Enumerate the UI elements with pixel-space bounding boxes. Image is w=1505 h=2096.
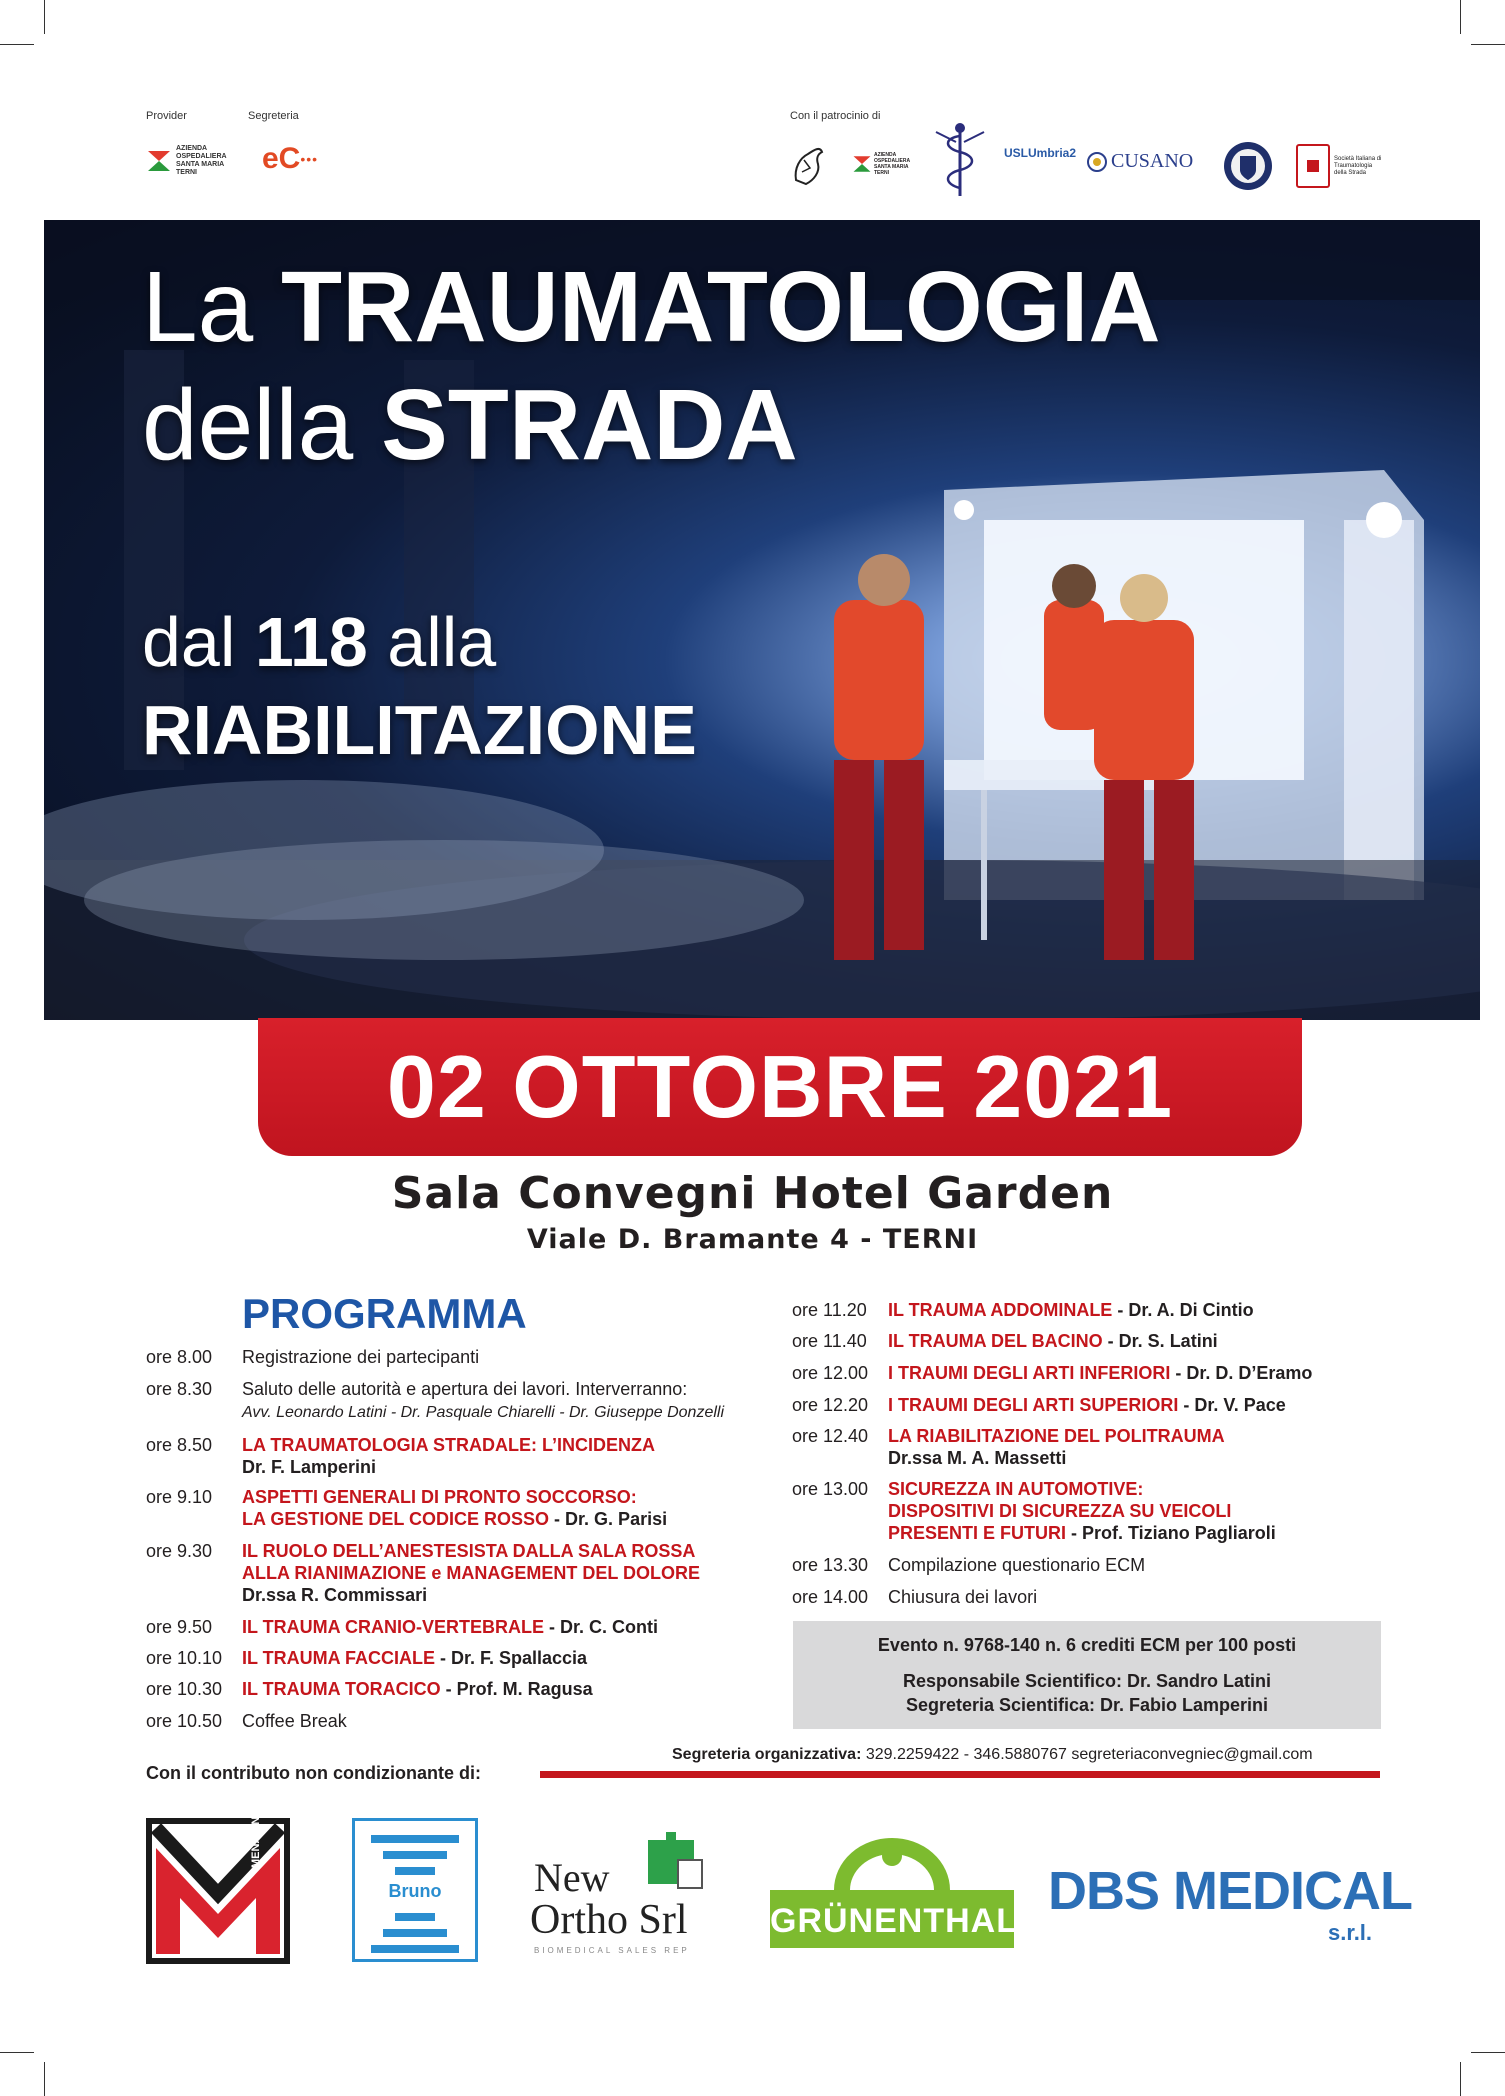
program-speaker: - Prof. Tiziano Pagliaroli [1066,1523,1276,1543]
program-line [242,1540,695,1562]
venue-name: Sala Convegni Hotel Garden [391,1168,1114,1219]
program-line [888,1478,1143,1500]
sitrs-badge-icon [1296,144,1330,188]
program-speaker: - Dr. A. Di Cintio [1112,1300,1254,1320]
program-talk-title: I TRAUMI DEGLI ARTI INFERIORI [888,1363,1171,1383]
ecm-info-box [793,1621,1381,1729]
cusano-crest-icon [1086,151,1108,173]
program-line [888,1299,1254,1321]
program-speaker: Dr. F. Lamperini [242,1457,377,1477]
program-text: Saluto delle autorità e apertura dei lavori. Interverranno: [242,1379,688,1399]
program-time: ore 9.50 [146,1617,213,1637]
program-line [242,1346,479,1368]
program-time: ore 9.30 [146,1541,213,1561]
program-time: ore 10.30 [146,1679,223,1699]
contacts-red-rule [540,1771,1380,1778]
program-time: ore 10.10 [146,1648,223,1668]
hero-title-line1 [142,250,1161,365]
program-line [242,1562,700,1584]
program-line [888,1362,1312,1384]
venue-address: Viale D. Bramante 4 - TERNI [526,1224,979,1255]
dbs-medical-subtext: s.r.l. [1328,1920,1373,1945]
crop-mark [0,2052,34,2053]
bruno-text: Bruno [388,1881,442,1901]
crop-mark [1471,44,1505,45]
provider-logo [146,145,227,177]
program-speaker: - Dr. D. D’Eramo [1170,1363,1313,1383]
patron-logo-crest [1222,140,1274,192]
scientific-secretariat-text: Segreteria Scientifica: Dr. Fabio Lamperini [905,1695,1269,1715]
program-time: ore 11.20 [792,1300,867,1320]
secretariat-logo [262,142,318,176]
hero-image [44,220,1480,1020]
program-time: ore 13.00 [792,1479,869,1499]
program-talk-title: IL TRAUMA ADDOMINALE [888,1300,1113,1320]
hero-title-bold: STRADA [381,369,798,481]
program-speaker: - Dr. F. Spallaccia [435,1648,588,1668]
program-talk-title: IL TRAUMA TORACICO [242,1679,441,1699]
usl-logo-text: USLUmbria2 [1004,146,1077,160]
patron-logo-azienda [852,152,920,176]
hero-subtitle-light: alla [387,603,497,681]
provider-logo-line: AZIENDA [176,145,208,152]
grunenthal-text: GRÜNENTHAL [770,1902,1018,1940]
program-line [888,1330,1218,1352]
program-line [242,1647,587,1669]
date-banner: 02 OTTOBRE 2021 [258,1018,1302,1156]
program-talk-title: DISPOSITIVI DI SICUREZZA SU VEICOLI [888,1501,1232,1521]
program-speaker: - Dr. C. Conti [544,1617,658,1637]
program-line [888,1394,1286,1416]
program-text: Chiusura dei lavori [888,1587,1038,1607]
dbs-medical-text: DBS MEDICAL [1048,1861,1412,1921]
program-speaker: - Prof. M. Ragusa [440,1679,593,1699]
program-talk-title: IL TRAUMA CRANIO-VERTEBRALE [242,1617,544,1637]
program-speaker: Dr.ssa M. A. Massetti [888,1448,1067,1468]
patron-logo-ordine-medici [930,118,990,200]
program-talk-title: LA TRAUMATOLOGIA STRADALE: L’INCIDENZA [242,1435,655,1455]
provider-logo-line: OSPEDALIERA [176,153,227,160]
sponsors-label: Con il contributo non condizionante di: [146,1763,481,1783]
crop-mark [44,2062,45,2096]
cusano-logo-text: CUSANO [1111,150,1194,172]
program-talk-title: IL TRAUMA FACCIALE [242,1648,435,1668]
crest-icon [1222,140,1274,192]
hero-title-light: La [142,251,254,363]
program-line [242,1434,655,1456]
program-line [242,1616,658,1638]
patron-logo-usl [1004,146,1076,160]
sitrs-logo-text: Società Italiana di Traumatologia della Strada [1334,155,1382,176]
program-time: ore 10.50 [146,1711,223,1731]
program-line [888,1554,1145,1576]
program-talk-title: SICUREZZA IN AUTOMOTIVE: [888,1479,1144,1499]
program-line [888,1447,1066,1469]
hero-subtitle-light: dal [142,603,236,681]
crop-mark [1460,0,1461,34]
program-time: ore 13.30 [792,1555,869,1575]
program-time: ore 12.00 [792,1363,869,1383]
puzzle-icon [638,1830,708,1890]
provider-logo-icon [146,147,172,175]
new-ortho-tagline: BIOMEDICAL SALES REP [534,1946,690,1955]
program-talk-title: LA RIABILITAZIONE DEL POLITRAUMA [888,1426,1225,1446]
hero-subtitle-bold: 118 [254,603,368,681]
secretariat-logo-dots: ••• [300,151,319,167]
organizing-secretariat-label: Segreteria organizzativa: [672,1746,862,1763]
program-time: ore 12.20 [792,1395,869,1415]
program-speaker: - Dr. S. Latini [1102,1331,1218,1351]
program-time: ore 12.40 [792,1426,869,1446]
program-line [242,1486,637,1508]
program-time: ore 14.00 [792,1587,869,1607]
crop-mark [1460,2062,1461,2096]
program-talk-title: IL RUOLO DELL’ANESTESISTA DALLA SALA ROSSA [242,1541,696,1561]
organizing-secretariat-contacts: 329.2259422 - 346.5880767 segreteriaconvegniec@gmail.com [861,1746,1313,1763]
program-text: Coffee Break [242,1711,347,1731]
program-talk-title: IL TRAUMA DEL BACINO [888,1331,1103,1351]
caduceus-icon [930,118,990,200]
organizing-secretariat [672,1746,1313,1764]
program-title: PROGRAMMA [242,1290,527,1337]
hero-title-light: della [142,369,354,481]
new-ortho-text-ortho: Ortho Srl [530,1897,688,1943]
dragon-icon [790,140,826,190]
hero-subtitle-line1 [142,602,496,682]
azienda-logo-icon [852,153,872,175]
hero-title-line2 [142,368,798,483]
program-time: ore 8.30 [146,1379,213,1399]
program-time: ore 9.10 [146,1487,213,1507]
program-line [242,1456,376,1478]
program-line [888,1586,1037,1608]
program-speaker: - Dr. G. Parisi [549,1509,668,1529]
ecm-event-text: Evento n. 9768-140 n. 6 crediti ECM per 100 posti [877,1635,1297,1655]
sponsor-new-ortho-logo [530,1830,730,1960]
program-talk-title: ASPETTI GENERALI DI PRONTO SOCCORSO: [242,1487,637,1507]
provider-label: Provider [146,110,187,122]
sponsor-bruno-logo [352,1818,478,1962]
program-speaker: Dr.ssa R. Commissari [242,1585,428,1605]
program-line [242,1378,687,1400]
patron-logo-comune-terni [790,140,826,190]
program-line [888,1425,1225,1447]
program-talk-title: LA GESTIONE DEL CODICE ROSSO [242,1509,550,1529]
provider-logo-line: TERNI [176,169,197,176]
secretariat-label: Segreteria [248,110,299,122]
patronage-label: Con il patrocinio di [790,110,881,122]
program-text: Compilazione questionario ECM [888,1555,1146,1575]
new-ortho-text-new: New [534,1855,610,1900]
program-line [242,1678,593,1700]
patron-logo-sitrs [1296,144,1386,188]
program-line [242,1710,347,1732]
crop-mark [44,0,45,34]
program-talk-title: PRESENTI E FUTURI [888,1523,1067,1543]
program-talk-title: ALLA RIANIMAZIONE e MANAGEMENT DEL DOLORE [242,1563,700,1583]
secretariat-logo-text: eC [262,142,301,175]
program-text: Registrazione dei partecipanti [242,1347,480,1367]
hero-subtitle-line2: RIABILITAZIONE [142,691,697,769]
provider-logo-line: SANTA MARIA [176,161,225,168]
program-time: ore 11.40 [792,1331,867,1351]
program-time: ore 8.00 [146,1347,213,1367]
sponsor-dbs-medical-logo [1048,1860,1412,1950]
program-line [888,1522,1276,1544]
scientific-lead-text: Responsabile Scientifico: Dr. Sandro Latini [902,1671,1272,1691]
program-text: Avv. Leonardo Latini - Dr. Pasquale Chiarelli - Dr. Giuseppe Donzelli [242,1404,725,1421]
hero-title-bold: TRAUMATOLOGIA [281,251,1161,363]
program-line [242,1508,667,1530]
patron-logo-cusano [1086,150,1193,173]
menarini-text: MENARINI [250,1813,262,1868]
program-speaker: - Dr. V. Pace [1178,1395,1286,1415]
program-line [242,1584,427,1606]
crop-mark [1471,2052,1505,2053]
sponsor-grunenthal-logo [770,1828,1018,1954]
azienda-logo-text: AZIENDA OSPEDALIERA SANTA MARIA TERNI [874,152,910,176]
sponsor-menarini-logo [146,1813,290,1964]
menarini-m-icon [146,1818,290,1964]
program-line [242,1400,724,1424]
crop-mark [0,44,34,45]
program-time: ore 8.50 [146,1435,213,1455]
program-talk-title: I TRAUMI DEGLI ARTI SUPERIORI [888,1395,1179,1415]
program-line [888,1500,1231,1522]
